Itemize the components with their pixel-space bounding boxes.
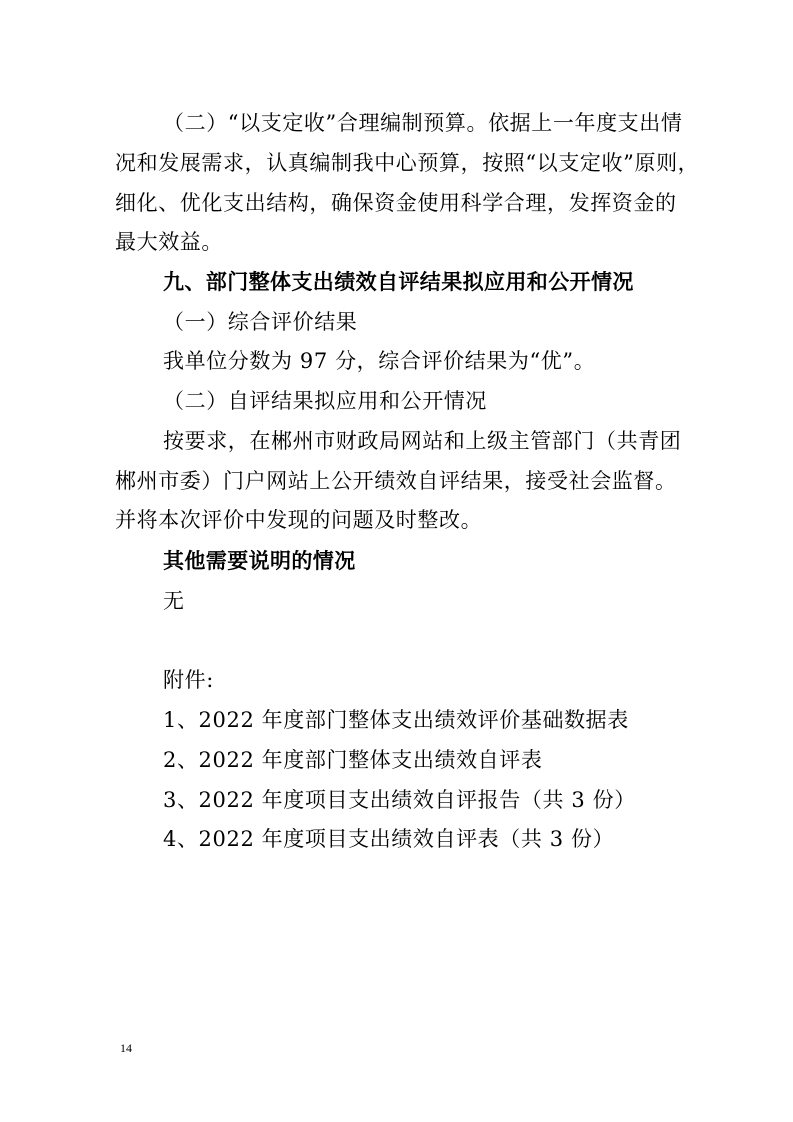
subsection-two-title: （二）自评结果拟应用和公开情况 — [163, 389, 487, 413]
budget-paragraph-line-2: 况和发展需求，认真编制我中心预算，按照“以支定收”原则， — [115, 151, 700, 175]
attachment-item-2: 2、2022 年度部门整体支出绩效自评表 — [163, 748, 543, 772]
disclosure-paragraph-line-1: 按要求，在郴州市财政局网站和上级主管部门（共青团 — [163, 429, 682, 453]
page-number: 14 — [120, 1041, 132, 1055]
budget-paragraph-line-3: 细化、优化支出结构，确保资金使用科学合理，发挥资金的 — [115, 191, 677, 215]
attachment-item-3: 3、2022 年度项目支出绩效自评报告（共 3 份） — [163, 788, 636, 812]
subsection-one-title: （一）综合评价结果 — [163, 310, 358, 334]
budget-paragraph-line-1: （二）“以支定收”合理编制预算。依据上一年度支出情 — [163, 111, 683, 135]
disclosure-paragraph-line-2: 郴州市委）门户网站上公开绩效自评结果，接受社会监督。 — [115, 469, 677, 493]
section-nine-heading: 九、部门整体支出绩效自评结果拟应用和公开情况 — [163, 270, 634, 294]
other-notes-text: 无 — [163, 589, 185, 613]
budget-paragraph-line-4: 最大效益。 — [115, 230, 223, 254]
evaluation-result-text: 我单位分数为 97 分，综合评价结果为“优”。 — [163, 349, 596, 373]
attachment-item-1: 1、2022 年度部门整体支出绩效评价基础数据表 — [163, 708, 629, 732]
other-notes-heading: 其他需要说明的情况 — [163, 549, 356, 573]
attachment-item-4: 4、2022 年度项目支出绩效自评表（共 3 份） — [163, 827, 615, 851]
disclosure-paragraph-line-3: 并将本次评价中发现的问题及时整改。 — [115, 508, 483, 532]
attachments-label: 附件: — [163, 668, 214, 692]
